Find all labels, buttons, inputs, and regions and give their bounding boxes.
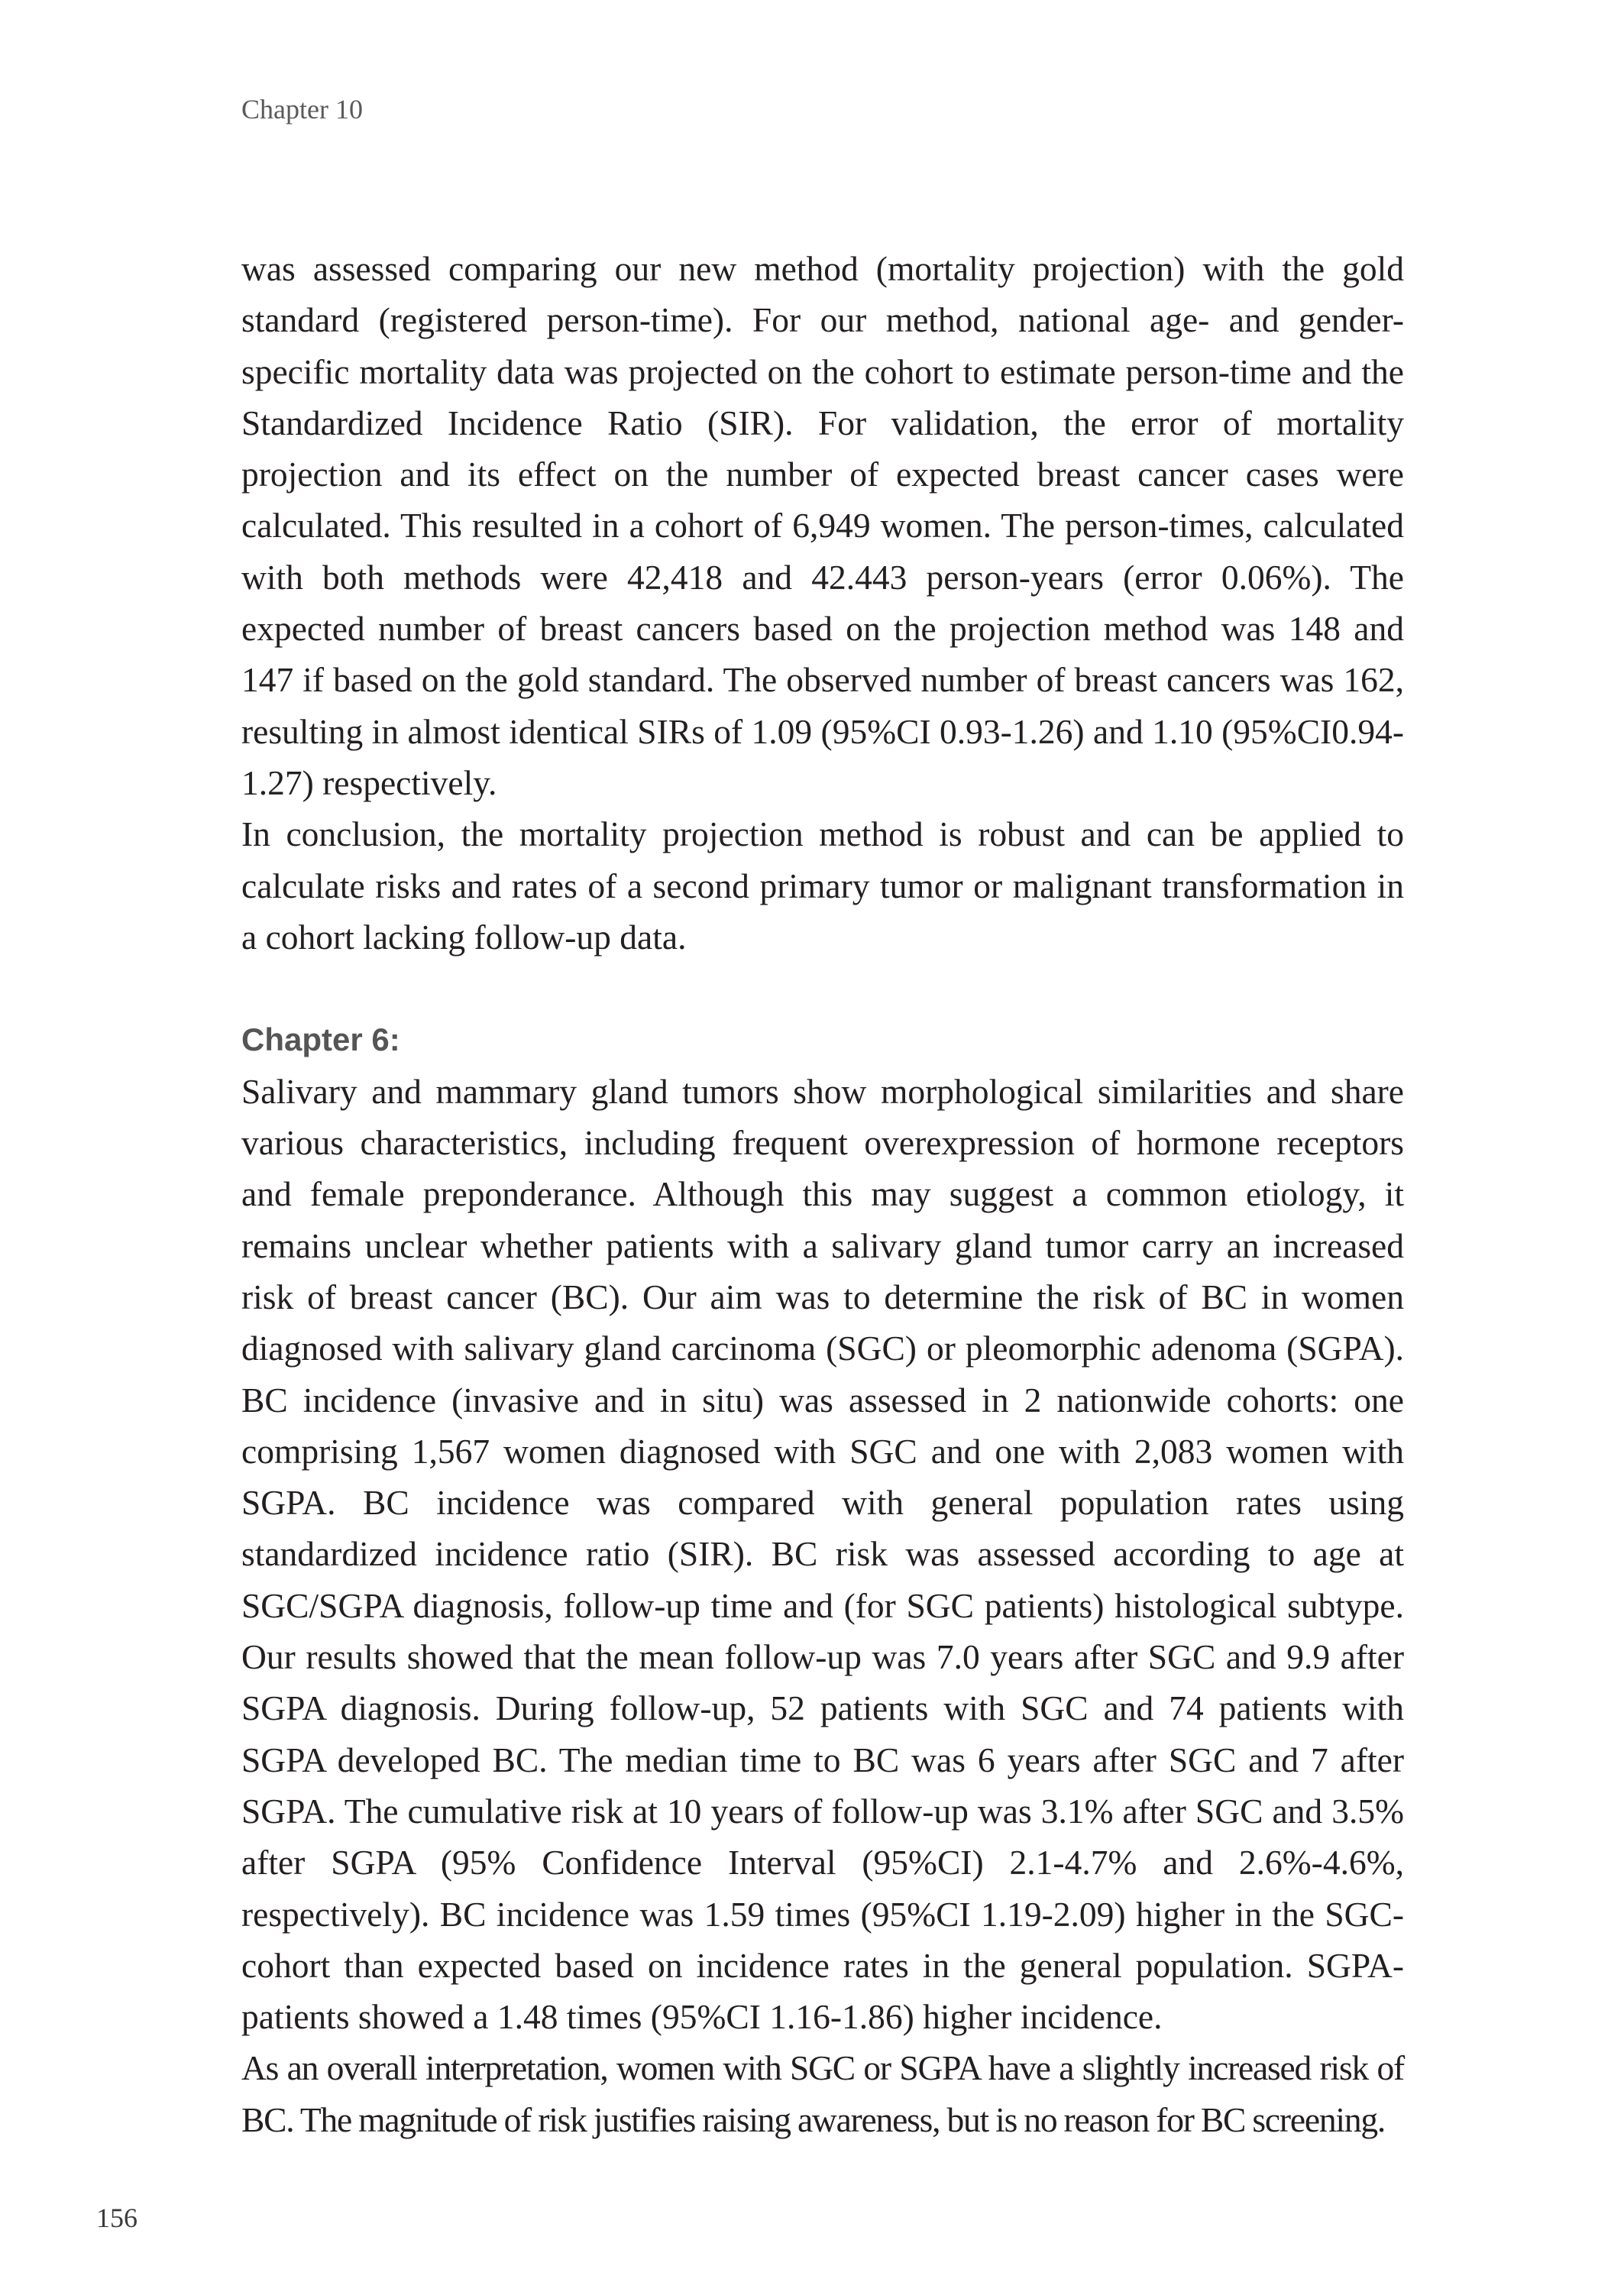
chapter6-conclusion-paragraph: As an overall interpretation, women with SGC or SGPA have a slightly increased risk of BC. The magnitude of risk justifies raising awareness, but is no reason for BC screening. <box>241 2048 1404 2139</box>
section-spacer <box>241 963 1404 1014</box>
chapter6-paragraph: Salivary and mammary gland tumors show morphological similarities and share various characteristics, including frequent overexpression of hormone receptors and female preponderance. Although this may suggest a common etiology, it remains unclear whether patients with a salivary gland tumor carry an increased risk of breast cancer (BC). Our aim was to determine the risk of BC in women diagnosed with salivary gland carcinoma (SGC) or pleomorphic adenoma (SGPA). BC incidence (invasive and in situ) was assessed in 2 nationwide cohorts: one comprising 1,567 women diagnosed with SGC and one with 2,083 women with SGPA. BC incidence was compared with general population rates using standardized incidence ratio (SIR). BC risk was assessed according to age at SGC/SGPA diagnosis, follow-up time and (for SGC patients) histological subtype. Our results showed that the mean follow-up was 7.0 years after SGC and 9.9 after SGPA diagnosis. During follow-up, 52 patients with SGC and 74 patients with SGPA developed BC. The median time to BC was 6 years after SGC and 7 after SGPA. The cumulative risk at 10 years of follow-up was 3.1% after SGC and 3.5% after SGPA (95% Confidence Interval (95%CI) 2.1-4.7% and 2.6%-4.6%, respectively). BC incidence was 1.59 times (95%CI 1.19-2.09) higher in the SGC-cohort than expected based on incidence rates in the general population. SGPA-patients showed a 1.48 times (95%CI 1.16-1.86) higher incidence. <box>241 1071 1404 2037</box>
chapter6-heading: Chapter 6: <box>241 1021 400 1058</box>
running-head: Chapter 10 <box>241 94 363 125</box>
main-text-block <box>241 243 1404 2145</box>
intro-conclusion-paragraph: In conclusion, the mortality projection method is robust and can be applied to calculate risks and rates of a second primary tumor or malignant transformation in a cohort lacking follow-up data. <box>241 814 1404 957</box>
intro-paragraph: was assessed comparing our new method (mortality projection) with the gold standard (registered person-time). For our method, national age- and gender-specific mortality data was projected on the cohort to estimate person-time and the Standardized Incidence Ratio (SIR). For validation, the error of mortality projection and its effect on the number of expected breast cancer cases were calculated. This resulted in a cohort of 6,949 women. The person-times, calculated with both methods were 42,418 and 42.443 person-years (error 0.06%). The expected number of breast cancers based on the projection method was 148 and 147 if based on the gold standard. The observed number of breast cancers was 162, resulting in almost identical SIRs of 1.09 (95%CI 0.93-1.26) and 1.10 (95%CI0.94-1.27) respectively. <box>241 249 1404 802</box>
page-number: 156 <box>96 2203 137 2233</box>
